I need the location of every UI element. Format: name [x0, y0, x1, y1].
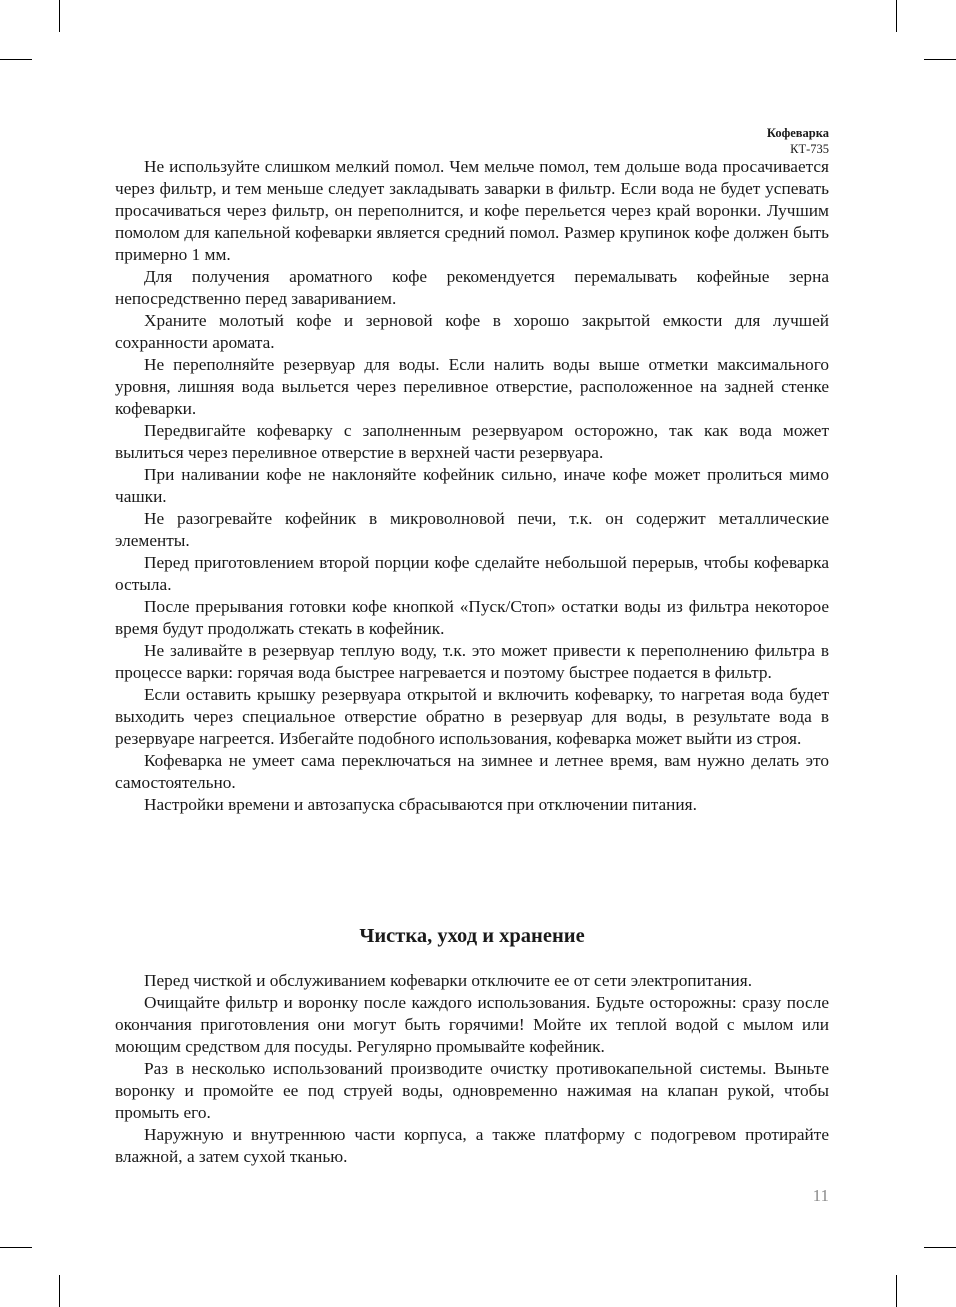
- paragraph: Если оставить крышку резервуара открытой и включить кофеварку, то нагретая вода будет выходить через специальное отверстие обратно в резервуар для воды, в результате вода в резервуаре нагреется. Избегайте подобного использования, кофеварка может выйти из строя.: [115, 685, 829, 748]
- paragraph: Раз в несколько использований производите очистку противокапельной системы. Выньте воронку и промойте ее под струей воды, одновременно нажимая на клапан рукой, чтобы промыть его.: [115, 1059, 829, 1122]
- crop-mark-left-top: [0, 59, 32, 60]
- paragraph: Не разогревайте кофейник в микроволновой печи, т.к. он содержит металлические элементы.: [115, 509, 829, 550]
- paragraph: Очищайте фильтр и воронку после каждого использования. Будьте осторожны: сразу после окончания приготовления они могут быть горячими! Мойте их теплой водой с мылом или моющим средством для посуды. Регулярно промывайте кофейник.: [115, 993, 829, 1056]
- paragraph: Передвигайте кофеварку с заполненным резервуаром осторожно, так как вода может вылиться через переливное отверстие в верхней части резервуара.: [115, 421, 829, 462]
- paragraph: Не заливайте в резервуар теплую воду, т.к. это может привести к переполнению фильтра в процессе варки: горячая вода быстрее нагревается и поэтому быстрее подается в фильтр.: [115, 641, 829, 682]
- paragraph: Наружную и внутреннюю части корпуса, а также платформу с подогревом протирайте влажной, а затем сухой тканью.: [115, 1125, 829, 1166]
- section-heading: Чистка, уход и хранение: [359, 925, 585, 947]
- paragraph: При наливании кофе не наклоняйте кофейник сильно, иначе кофе может пролиться мимо чашки.: [115, 465, 829, 506]
- cleaning-block: [115, 970, 829, 1168]
- crop-mark-bottom-right: [896, 1275, 897, 1307]
- crop-mark-top-left: [59, 0, 60, 32]
- paragraph: Не переполняйте резервуар для воды. Если налить воды выше отметки максимального уровня, лишняя вода выльется через переливное отверстие, расположенное на задней стенке кофеварки.: [115, 355, 829, 418]
- running-header: [767, 125, 829, 157]
- paragraph: Перед приготовлением второй порции кофе сделайте небольшой перерыв, чтобы кофеварка остыла.: [115, 553, 829, 594]
- paragraph: Для получения ароматного кофе рекомендуется перемалывать кофейные зерна непосредственно перед завариванием.: [115, 267, 829, 308]
- crop-mark-bottom-left: [59, 1275, 60, 1307]
- paragraph: Кофеварка не умеет сама переключаться на зимнее и летнее время, вам нужно делать это самостоятельно.: [115, 751, 829, 792]
- paragraph: Храните молотый кофе и зерновой кофе в хорошо закрытой емкости для лучшей сохранности аромата.: [115, 311, 829, 352]
- page-number: 11: [812, 1186, 829, 1205]
- paragraph: Не используйте слишком мелкий помол. Чем мельче помол, тем дольше вода просачивается через фильтр, и тем меньше следует закладывать заварки в фильтр. Если вода не будет успевать просачиваться через фильтр, он переполнится, и кофе перельется через край воронки. Лучшим помолом для капельной кофеварки является средний помол. Размер крупинок кофе должен быть примерно 1 мм.: [115, 157, 829, 264]
- paragraph: Перед чисткой и обслуживанием кофеварки отключите ее от сети электропитания.: [144, 971, 753, 990]
- crop-mark-right-bottom: [924, 1247, 956, 1248]
- crop-mark-left-bottom: [0, 1247, 32, 1248]
- crop-mark-right-top: [924, 59, 956, 60]
- tips-block: [115, 156, 829, 816]
- crop-mark-top-right: [896, 0, 897, 32]
- header-title: Кофеварка: [766, 126, 829, 140]
- paragraph: После прерывания готовки кофе кнопкой «Пуск/Стоп» остатки воды из фильтра некоторое время будут продолжать стекать в кофейник.: [115, 597, 829, 638]
- paragraph: Настройки времени и автозапуска сбрасываются при отключении питания.: [144, 795, 697, 814]
- header-model: КТ-735: [790, 142, 829, 156]
